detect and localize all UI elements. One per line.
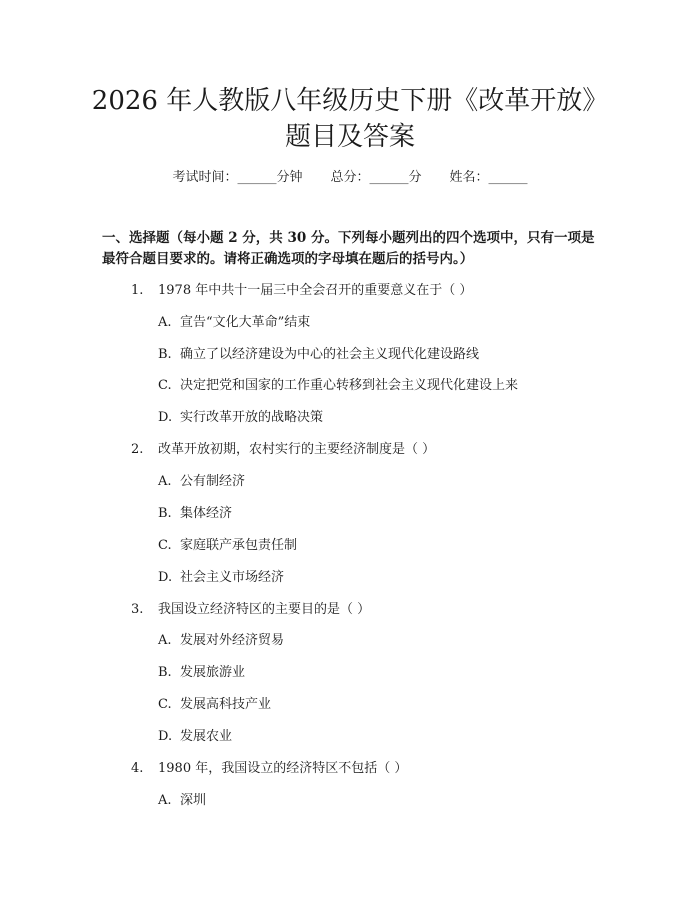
total-score-field: 总分：______分 <box>330 170 422 185</box>
option-text: 决定把党和国家的工作重心转移到社会主义现代化建设上来 <box>180 378 519 393</box>
option-2d <box>158 568 284 588</box>
option-text: 发展旅游业 <box>180 665 246 680</box>
option-letter: A. <box>158 315 172 330</box>
option-letter: B. <box>158 347 172 362</box>
option-4a <box>158 791 206 811</box>
option-letter: D. <box>158 570 173 585</box>
question-1 <box>131 281 472 301</box>
option-text: 深圳 <box>180 793 207 808</box>
option-letter: C. <box>158 697 172 712</box>
option-text: 确立了以经济建设为中心的社会主义现代化建设路线 <box>180 347 480 362</box>
option-letter: A. <box>158 633 172 648</box>
option-3b <box>158 663 245 683</box>
exam-time-field: 考试时间：______分钟 <box>172 170 303 185</box>
question-4 <box>131 759 407 779</box>
page-title-line1: 2026 年人教版八年级历史下册《改革开放》 <box>91 86 609 116</box>
option-letter: C. <box>158 538 172 553</box>
option-3a <box>158 631 284 651</box>
option-text: 集体经济 <box>180 506 233 521</box>
option-text: 发展高科技产业 <box>180 697 272 712</box>
option-text: 宣告“文化大革命”结束 <box>180 315 311 330</box>
page-title-line2: 题目及答案 <box>284 122 415 152</box>
exam-meta <box>0 168 700 188</box>
option-letter: A. <box>158 793 172 808</box>
option-3c <box>158 695 271 715</box>
option-letter: D. <box>158 410 173 425</box>
section-heading-choice: 一、选择题（每小题 2 分，共 30 分。下列每小题列出的四个选项中，只有一项是最符合题目要求的。请将正确选项的字母填在题后的括号内。） <box>102 230 595 267</box>
student-name-field: 姓名：______ <box>449 170 528 185</box>
question-text: 1980 年，我国设立的经济特区不包括（ ） <box>158 761 408 776</box>
option-1d <box>158 408 323 428</box>
option-text: 家庭联产承包责任制 <box>180 538 298 553</box>
option-2c <box>158 536 297 556</box>
question-text: 我国设立经济特区的主要目的是（ ） <box>158 602 371 617</box>
option-letter: B. <box>158 665 172 680</box>
question-3 <box>131 600 370 620</box>
question-text: 1978 年中共十一届三中全会召开的重要意义在于（ ） <box>158 283 473 298</box>
option-text: 发展农业 <box>180 729 233 744</box>
question-text: 改革开放初期，农村实行的主要经济制度是（ ） <box>158 442 436 457</box>
option-letter: B. <box>158 506 172 521</box>
option-2b <box>158 504 232 524</box>
option-text: 发展对外经济贸易 <box>180 633 285 648</box>
option-letter: D. <box>158 729 173 744</box>
option-2a <box>158 472 245 492</box>
question-number: 1. <box>131 283 144 298</box>
option-1c <box>158 376 518 396</box>
question-number: 2. <box>131 442 144 457</box>
option-letter: A. <box>158 474 172 489</box>
option-1b <box>158 345 479 365</box>
option-text: 实行改革开放的战略决策 <box>180 410 324 425</box>
option-1a <box>158 313 310 333</box>
option-text: 社会主义市场经济 <box>180 570 285 585</box>
option-3d <box>158 727 232 747</box>
question-number: 3. <box>131 602 144 617</box>
question-2 <box>131 440 435 460</box>
option-text: 公有制经济 <box>180 474 246 489</box>
option-letter: C. <box>158 378 172 393</box>
question-number: 4. <box>131 761 144 776</box>
